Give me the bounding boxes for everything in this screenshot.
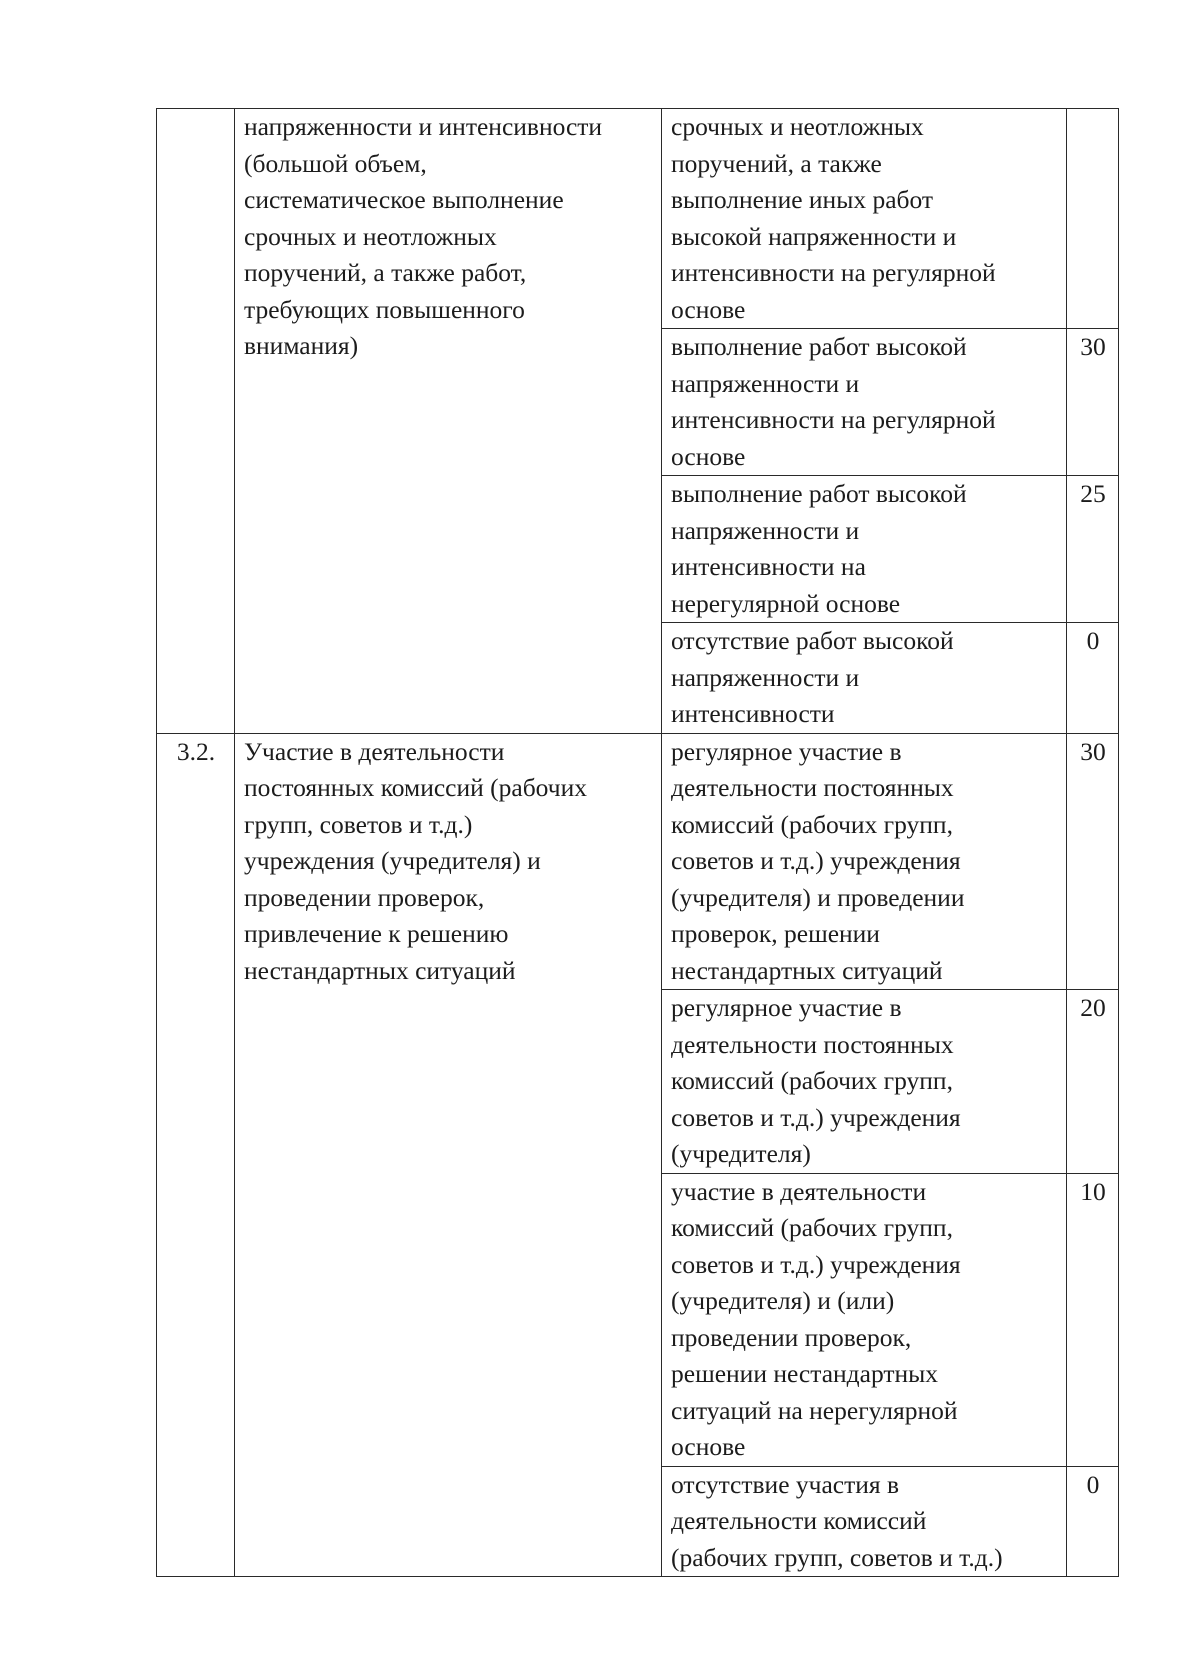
criterion-line: поручений, а также работ,	[244, 258, 527, 287]
condition-line: интенсивности на	[671, 552, 866, 581]
criterion-line: (большой объем,	[244, 148, 427, 178]
condition-line: выполнение иных работ	[671, 185, 934, 214]
criterion-line: требующих повышенного	[244, 294, 525, 324]
criterion-cell	[235, 733, 662, 1577]
condition-line: отсутствие работ высокой	[671, 626, 954, 655]
condition-line: проведении проверок,	[671, 1322, 912, 1352]
points-cell: 10	[1067, 1173, 1119, 1466]
condition-line: нестандартных ситуаций	[671, 955, 943, 985]
points-cell: 30	[1067, 733, 1119, 990]
condition-line: советов и т.д.) учреждения	[671, 1102, 961, 1132]
condition-line: регулярное участие в	[671, 993, 902, 1022]
criterion-line: групп, советов и т.д.)	[244, 809, 473, 839]
condition-line: выполнение работ высокой	[671, 332, 967, 361]
condition-line: деятельности комиссий	[671, 1506, 927, 1535]
condition-line: основе	[671, 1432, 746, 1461]
condition-line: проверок, решении	[671, 919, 880, 948]
condition-line: комиссий (рабочих групп,	[671, 1213, 953, 1242]
condition-line: участие в деятельности	[671, 1176, 927, 1206]
criterion-line: проведении проверок,	[244, 882, 485, 912]
condition-line: напряженности и	[671, 662, 860, 692]
criterion-cell	[235, 109, 662, 734]
condition-line: (учредителя)	[671, 1139, 811, 1168]
condition-cell	[662, 329, 1067, 476]
condition-line: интенсивности	[671, 699, 835, 728]
condition-line: ситуаций на нерегулярной	[671, 1395, 958, 1425]
table-row	[157, 109, 1119, 329]
criterion-line: нестандартных ситуаций	[244, 955, 516, 985]
points-cell: 20	[1067, 990, 1119, 1174]
condition-cell	[662, 1173, 1067, 1466]
points-cell	[1067, 109, 1119, 329]
criteria-table	[156, 108, 1119, 1577]
condition-line: интенсивности на регулярной	[671, 405, 996, 434]
criterion-line: учреждения (учредителя) и	[244, 846, 541, 875]
condition-line: советов и т.д.) учреждения	[671, 846, 961, 875]
condition-line: нерегулярной основе	[671, 588, 901, 618]
points-cell: 30	[1067, 329, 1119, 476]
points-cell: 0	[1067, 1466, 1119, 1577]
points-cell: 0	[1067, 623, 1119, 734]
condition-cell	[662, 1466, 1067, 1577]
criterion-line: систематическое выполнение	[244, 185, 564, 214]
condition-line: интенсивности на регулярной	[671, 258, 996, 287]
condition-line: деятельности постоянных	[671, 773, 954, 802]
criterion-line: срочных и неотложных	[244, 221, 497, 251]
condition-line: напряженности и	[671, 368, 860, 398]
condition-cell	[662, 990, 1067, 1174]
table-row	[157, 733, 1119, 990]
condition-line: основе	[671, 441, 746, 471]
condition-cell	[662, 623, 1067, 734]
condition-line: решении нестандартных	[671, 1359, 939, 1388]
points-cell: 25	[1067, 476, 1119, 623]
criterion-line: привлечение к решению	[244, 919, 509, 948]
condition-line: отсутствие участия в	[671, 1469, 900, 1499]
condition-line: регулярное участие в	[671, 736, 902, 766]
condition-cell	[662, 476, 1067, 623]
condition-line: поручений, а также	[671, 148, 882, 178]
condition-line: советов и т.д.) учреждения	[671, 1249, 961, 1279]
condition-line: (рабочих групп, советов и т.д.)	[671, 1542, 1003, 1572]
criterion-line: постоянных комиссий (рабочих	[244, 773, 587, 802]
criterion-line: Участие в деятельности	[244, 736, 505, 766]
criterion-line: напряженности и интенсивности	[244, 112, 603, 141]
section-number-cell	[157, 109, 235, 734]
condition-line: выполнение работ высокой	[671, 479, 967, 508]
condition-line: основе	[671, 294, 746, 324]
condition-line: срочных и неотложных	[671, 112, 924, 141]
criterion-line: внимания)	[244, 331, 359, 360]
condition-line: напряженности и	[671, 515, 860, 545]
condition-line: деятельности постоянных	[671, 1029, 954, 1059]
condition-line: комиссий (рабочих групп,	[671, 1066, 953, 1095]
condition-line: (учредителя) и проведении	[671, 882, 965, 912]
section-number-cell: 3.2.	[157, 733, 235, 1577]
condition-cell	[662, 109, 1067, 329]
condition-cell	[662, 733, 1067, 990]
condition-line: комиссий (рабочих групп,	[671, 809, 953, 839]
condition-line: высокой напряженности и	[671, 221, 957, 251]
condition-line: (учредителя) и (или)	[671, 1286, 895, 1315]
